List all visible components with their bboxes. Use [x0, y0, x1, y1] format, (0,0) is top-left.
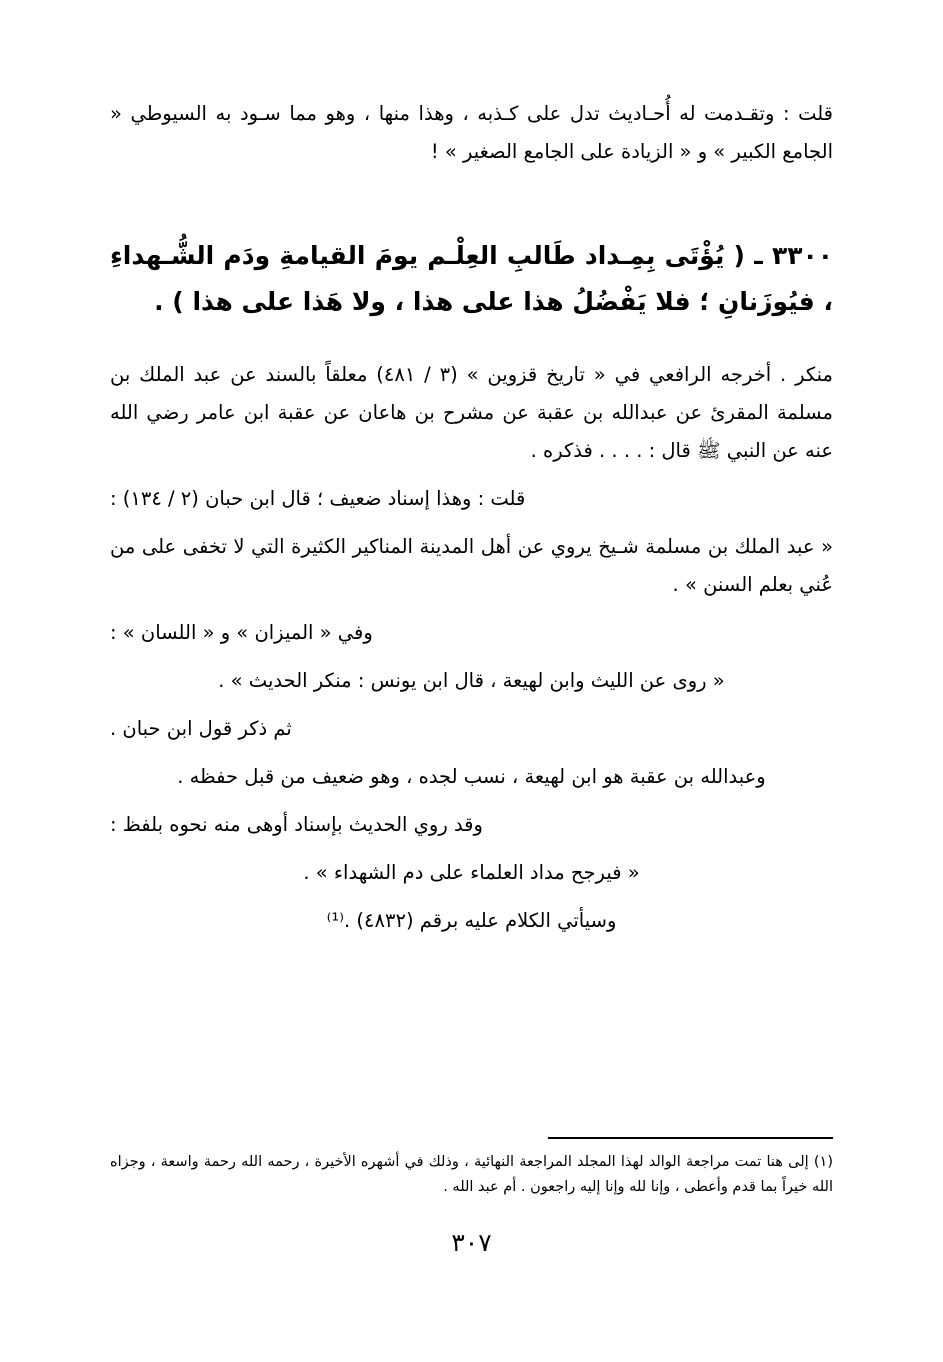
paragraph-other-isnad: وقد روي الحديث بإسناد أوهى منه نحوه بلفظ :: [110, 812, 483, 836]
hadith-dash: ـ: [754, 241, 763, 271]
hadith-text: ( يُؤْتَى بِمِـداد طَالبِ العِلْـم يومَ القيامةِ ودَم الشُّـهداءِ ، فيُوزَنانِ ؛ فلا يَفْضُلُ هذا على هذا ، ولا هَذا على هذا ) .: [110, 241, 833, 317]
hadith-entry: [110, 233, 833, 326]
paragraph-ibn-yunus-quote: « روى عن الليث وابن لهيعة ، قال ابن يونس : منكر الحديث » .: [218, 668, 725, 692]
spacer: [110, 181, 833, 199]
paragraph-other-wording: « فيرجح مداد العلماء على دم الشهداء » .: [303, 860, 640, 884]
paragraph-mizan-lisan: وفي « الميزان » و « اللسان » :: [110, 620, 373, 644]
paragraph-isnad-judgement: قلت : وهذا إسناد ضعيف ؛ قال ابن حبان (٢ / ١٣٤) :: [110, 486, 526, 510]
hadith-number: ٣٣٠٠: [771, 241, 833, 271]
paragraph-then-mentioned: ثم ذكر قول ابن حبان .: [110, 716, 292, 740]
paragraph-abdullah-ibn-uqba: وعبدالله بن عقبة هو ابن لهيعة ، نسب لجده ، وهو ضعيف من قبل حفظه .: [177, 764, 766, 788]
page-number: ٣٠٧: [451, 1228, 492, 1257]
paragraph-cross-reference: وسيأتي الكلام عليه برقم (٤٨٣٢) .⁽¹⁾: [326, 908, 617, 932]
paragraph-ibn-hibban-quote: « عبد الملك بن مسلمة شـيخ يروي عن أهل المدينة المناكير الكثيرة التي لا تخفى على من عُني بعلم السنن » .: [110, 534, 833, 596]
paragraph-intro: قلت : وتقـدمت له أُحـاديث تدل على كـذبه ، وهذا منها ، وهو مما سـود به السيوطي « الجامع الكبير » و « الزيادة على الجامع الصغير » !: [110, 102, 833, 164]
footnote-text: (١) إلى هنا تمت مراجعة الوالد لهذا المجلد المراجعة النهائية ، وذلك في أشهره الأخيرة ، رحمه الله رحمة واسعة ، وجزاه الله خيراً بما قدم وأعطى ، وإنا لله وإنا إليه راجعون . أم عبد الله .: [110, 1154, 833, 1196]
paragraph-takhrij: منكر . أخرجه الرافعي في « تاريخ قزوين » (٣ / ٤٨١) معلقاً بالسند عن عبد الملك بن مسلمة المقرئ عن عبدالله بن عقبة عن مشرح بن هاعان عن عقبة ابن عامر رضي الله عنه عن النبي ﷺ قال : . . . . فذكره .: [110, 362, 834, 462]
footnote-divider: [548, 1137, 833, 1139]
